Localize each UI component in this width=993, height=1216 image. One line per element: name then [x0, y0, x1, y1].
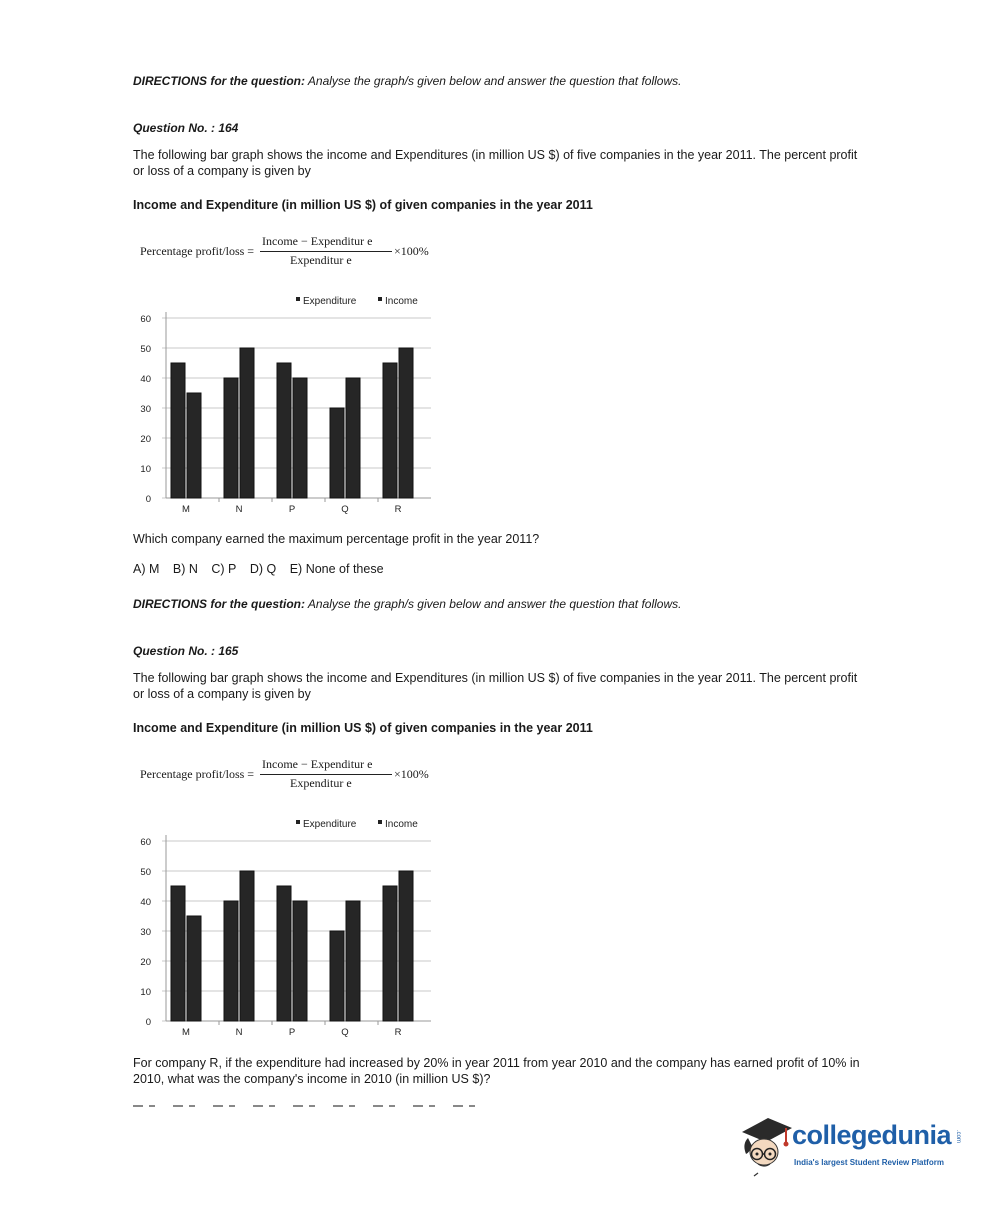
y-tick-label: 30	[140, 404, 151, 415]
x-tick-label: R	[394, 1027, 402, 1038]
legend-label-income: Income	[385, 296, 418, 307]
directions-text: DIRECTIONS for the question: Analyse the graph/s given below and answer the question that follows.	[133, 597, 682, 611]
cropped-options-line	[133, 1102, 493, 1110]
y-tick-label: 10	[140, 987, 151, 998]
legend-swatch	[378, 820, 382, 824]
logo-wordmark: collegedunia	[792, 1120, 952, 1150]
legend-swatch	[378, 297, 382, 301]
y-tick-label: 20	[140, 957, 151, 968]
x-tick-label: N	[235, 504, 243, 515]
question-text: Which company earned the maximum percentage profit in the year 2011?	[133, 532, 540, 546]
y-tick-label: 30	[140, 927, 151, 938]
legend-label-expenditure: Expenditure	[303, 296, 357, 307]
bar-income-n	[240, 871, 254, 1021]
bar-income-r	[399, 348, 413, 498]
bar-chart-q165	[133, 813, 443, 1043]
legend-label-income: Income	[385, 819, 418, 830]
bar-income-r	[399, 871, 413, 1021]
question-intro: The following bar graph shows the income and Expenditures (in million US $) of five companies in the year 2011. The percent profit or loss of a company is given by	[133, 671, 858, 701]
x-tick-label: Q	[341, 1027, 349, 1038]
bar-income-q	[346, 378, 360, 498]
legend-label-expenditure: Expenditure	[303, 819, 357, 830]
y-tick-label: 50	[140, 344, 151, 355]
y-tick-label: 60	[140, 837, 151, 848]
bar-income-q	[346, 901, 360, 1021]
x-tick-label: Q	[341, 504, 349, 515]
formula-denominator: Expenditur e	[290, 776, 352, 790]
y-tick-label: 50	[140, 867, 151, 878]
question-number: Question No. : 164	[133, 121, 239, 135]
bar-expenditure-n	[224, 901, 238, 1021]
legend-swatch	[296, 297, 300, 301]
x-tick-label: M	[182, 1027, 190, 1038]
formula-multiplier: ×100%	[394, 767, 429, 781]
option-c[interactable]: C) P	[211, 562, 237, 576]
bar-expenditure-q	[330, 931, 344, 1021]
chart-heading: Income and Expenditure (in million US $) of given companies in the year 2011	[133, 721, 593, 735]
x-tick-label: P	[288, 1027, 296, 1038]
option-e[interactable]: E) None of these	[289, 562, 384, 576]
formula-lhs: Percentage profit/loss =	[140, 244, 255, 258]
profit-formula	[140, 757, 460, 801]
bar-chart-q164	[133, 290, 443, 520]
formula-denominator: Expenditur e	[290, 253, 352, 267]
directions-text: DIRECTIONS for the question: Analyse the graph/s given below and answer the question that follows.	[133, 74, 682, 88]
fraction-bar	[260, 251, 392, 252]
bar-expenditure-r	[383, 363, 397, 498]
legend-swatch	[296, 820, 300, 824]
formula-numerator: Income − Expenditur e	[262, 757, 373, 771]
y-tick-label: 0	[145, 494, 151, 505]
bar-income-p	[293, 378, 307, 498]
logo-tagline: India's largest Student Review Platform	[794, 1158, 944, 1167]
profit-formula	[140, 234, 460, 278]
bar-expenditure-m	[171, 363, 185, 498]
formula-lhs: Percentage profit/loss =	[140, 767, 255, 781]
answer-options	[133, 562, 394, 576]
y-tick-label: 0	[145, 1017, 151, 1028]
bar-income-m	[187, 916, 201, 1021]
option-b[interactable]: B) N	[172, 562, 198, 576]
question-text: For company R, if the expenditure had increased by 20% in year 2011 from year 2010 and the company has earned profit of 10% in 2010, what was the company's income in 2010 (in million US $)?	[133, 1056, 860, 1086]
x-tick-label: R	[394, 504, 402, 515]
bar-expenditure-n	[224, 378, 238, 498]
logo-com: .com	[955, 1130, 961, 1144]
chart-heading: Income and Expenditure (in million US $) of given companies in the year 2011	[133, 198, 593, 212]
x-tick-label: N	[235, 1027, 243, 1038]
question-intro: The following bar graph shows the income and Expenditures (in million US $) of five companies in the year 2011. The percent profit or loss of a company is given by	[133, 148, 858, 178]
option-a[interactable]: A) M	[133, 562, 160, 576]
bar-expenditure-p	[277, 886, 291, 1021]
bar-expenditure-m	[171, 886, 185, 1021]
y-tick-label: 60	[140, 314, 151, 325]
bar-expenditure-r	[383, 886, 397, 1021]
bar-income-p	[293, 901, 307, 1021]
y-tick-label: 20	[140, 434, 151, 445]
x-tick-label: P	[288, 504, 296, 515]
bar-expenditure-p	[277, 363, 291, 498]
question-number: Question No. : 165	[133, 644, 239, 658]
formula-numerator: Income − Expenditur e	[262, 234, 373, 248]
collegedunia-logo	[738, 1108, 968, 1180]
fraction-bar	[260, 774, 392, 775]
option-d[interactable]: D) Q	[249, 562, 277, 576]
formula-multiplier: ×100%	[394, 244, 429, 258]
x-tick-label: M	[182, 504, 190, 515]
bar-income-n	[240, 348, 254, 498]
y-tick-label: 10	[140, 464, 151, 475]
y-tick-label: 40	[140, 374, 151, 385]
student-mascot-icon	[738, 1110, 794, 1180]
bar-income-m	[187, 393, 201, 498]
y-tick-label: 40	[140, 897, 151, 908]
bar-expenditure-q	[330, 408, 344, 498]
